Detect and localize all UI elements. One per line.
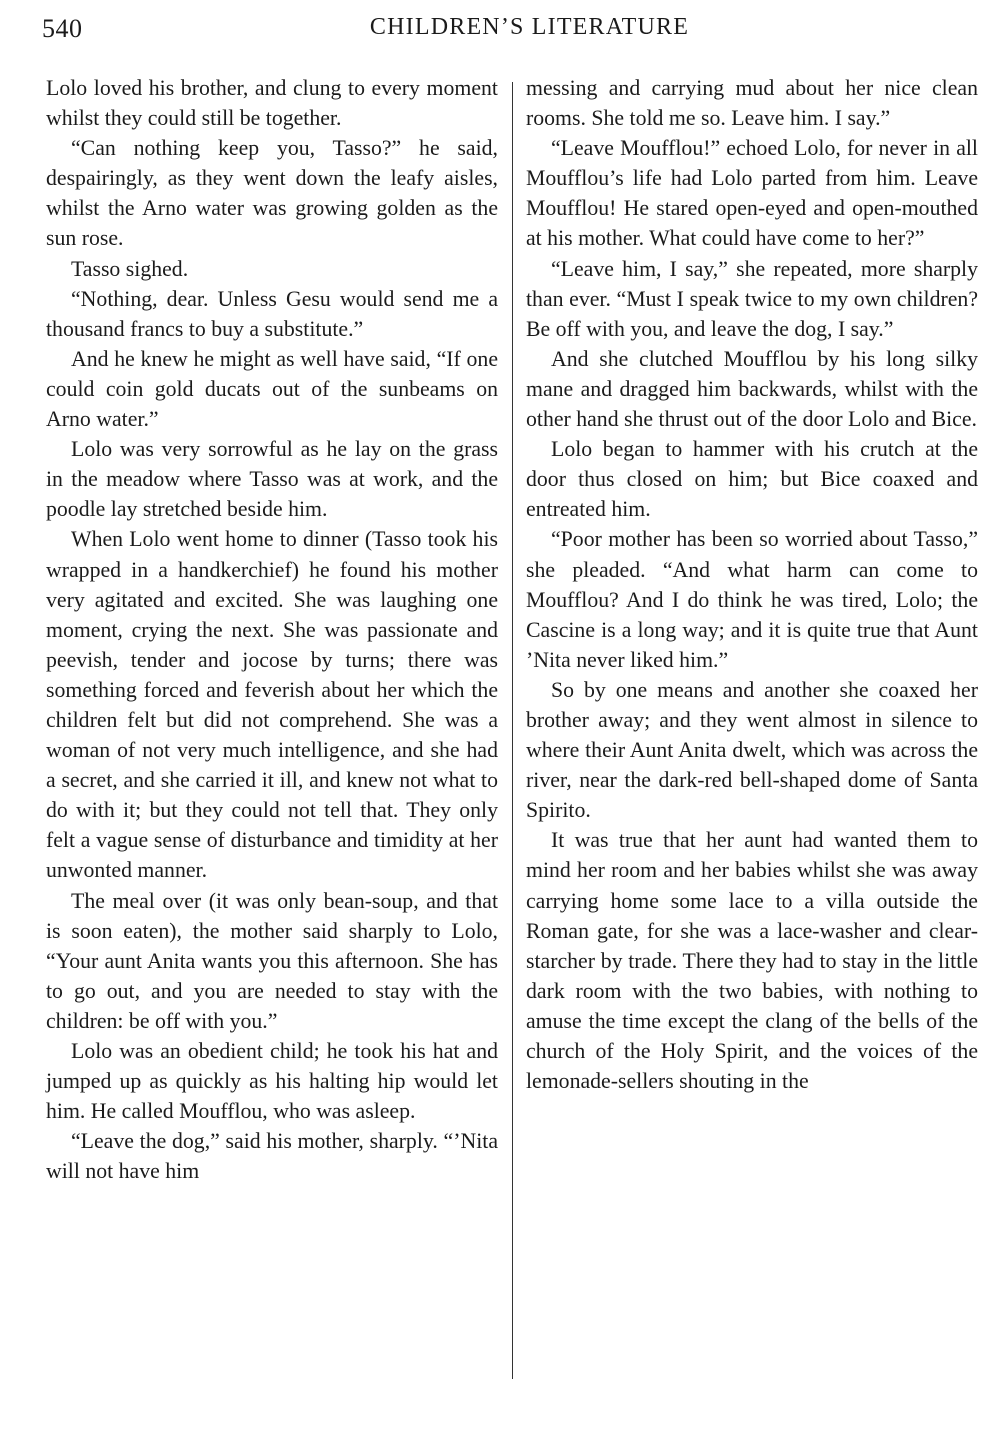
- paragraph: “Leave him, I say,” she repeated, more sharply than ever. “Must I speak twice to my own children? Be off with you, and leave the dog, I say.”: [526, 256, 978, 341]
- paragraph: The meal over (it was only bean-soup, and that is soon eaten), the mother said sharply to Lolo, “Your aunt Anita wants you this afternoon. She has to go out, and you are needed to stay with the children: be off with you.”: [46, 888, 498, 1033]
- paragraph: And she clutched Moufflou by his long silky mane and dragged him backwards, whilst with the other hand she thrust out of the door Lolo and Bice.: [526, 346, 978, 432]
- paragraph: “Leave Moufflou!” echoed Lolo, for never in all Moufflou’s life had Lolo parted from him. Leave Moufflou! He stared open-eyed and open-mouthed at his mother. What could have come to her?”: [526, 136, 978, 251]
- right-column: [526, 73, 978, 1096]
- paragraph: “Can nothing keep you, Tasso?” he said, despairingly, as they went down the leafy aisles, whilst the Arno water was growing golden as the sun rose.: [46, 136, 498, 251]
- running-title: CHILDREN’S LITERATURE: [369, 14, 690, 40]
- paragraph: When Lolo went home to dinner (Tasso took his wrapped in a handkerchief) he found his mother very agitated and excited. She was laughing one moment, crying the next. She was passionate and peevish, tender and jocose by turns; there was something forced and feverish about her which the children felt but did not comprehend. She was a woman of not very much intelligence, and she had a secret, and she carried it ill, and knew not what to do with it; but they could not tell that. They only felt a vague sense of disturbance and timidity at her unwonted manner.: [46, 527, 498, 883]
- paragraph: Lolo was an obedient child; he took his hat and jumped up as quickly as his halting hip would let him. He called Moufflou, who was asleep.: [46, 1039, 498, 1124]
- paragraph: messing and carrying mud about her nice clean rooms. She told me so. Leave him. I say.”: [526, 76, 978, 131]
- paragraph: “Nothing, dear. Unless Gesu would send me a thousand francs to buy a substitute.”: [46, 286, 498, 341]
- paragraph: “Leave the dog,” said his mother, sharply. “’Nita will not have him: [46, 1129, 498, 1184]
- paragraph: Tasso sighed.: [71, 256, 189, 281]
- paragraph: Lolo loved his brother, and clung to every moment whilst they could still be together.: [46, 76, 498, 131]
- paragraph: So by one means and another she coaxed her brother away; and they went almost in silence to where their Aunt Anita dwelt, which was across the river, near the dark-red bell-shaped dome of Santa Spirito.: [526, 677, 978, 823]
- paragraph: Lolo began to hammer with his crutch at the door thus closed on him; but Bice coaxed and entreated him.: [526, 437, 978, 522]
- paragraph: It was true that her aunt had wanted them to mind her room and her babies whilst she was away carrying home some lace to a villa outside the Roman gate, for she was a lace-washer and clear-starcher by trade. There they had to stay in the little dark room with the two babies, with nothing to amuse the time except the clang of the bells of the church of the Holy Spirit, and the voices of the lemonade-sellers shouting in the: [526, 828, 978, 1094]
- page-header: [42, 10, 977, 50]
- page-number: 540: [42, 14, 83, 43]
- column-divider: [512, 82, 513, 1379]
- paragraph: “Poor mother has been so worried about Tasso,” she pleaded. “And what harm can come to Moufflou? And I do think he was tired, Lolo; the Cascine is a long way; and it is quite true that Aunt ’Nita never liked him.”: [526, 527, 978, 672]
- paragraph: And he knew he might as well have said, “If one could coin gold ducats out of the sunbeams on Arno water.”: [46, 346, 498, 432]
- left-column: [46, 73, 498, 1186]
- paragraph: Lolo was very sorrowful as he lay on the grass in the meadow where Tasso was at work, and the poodle lay stretched beside him.: [46, 437, 498, 522]
